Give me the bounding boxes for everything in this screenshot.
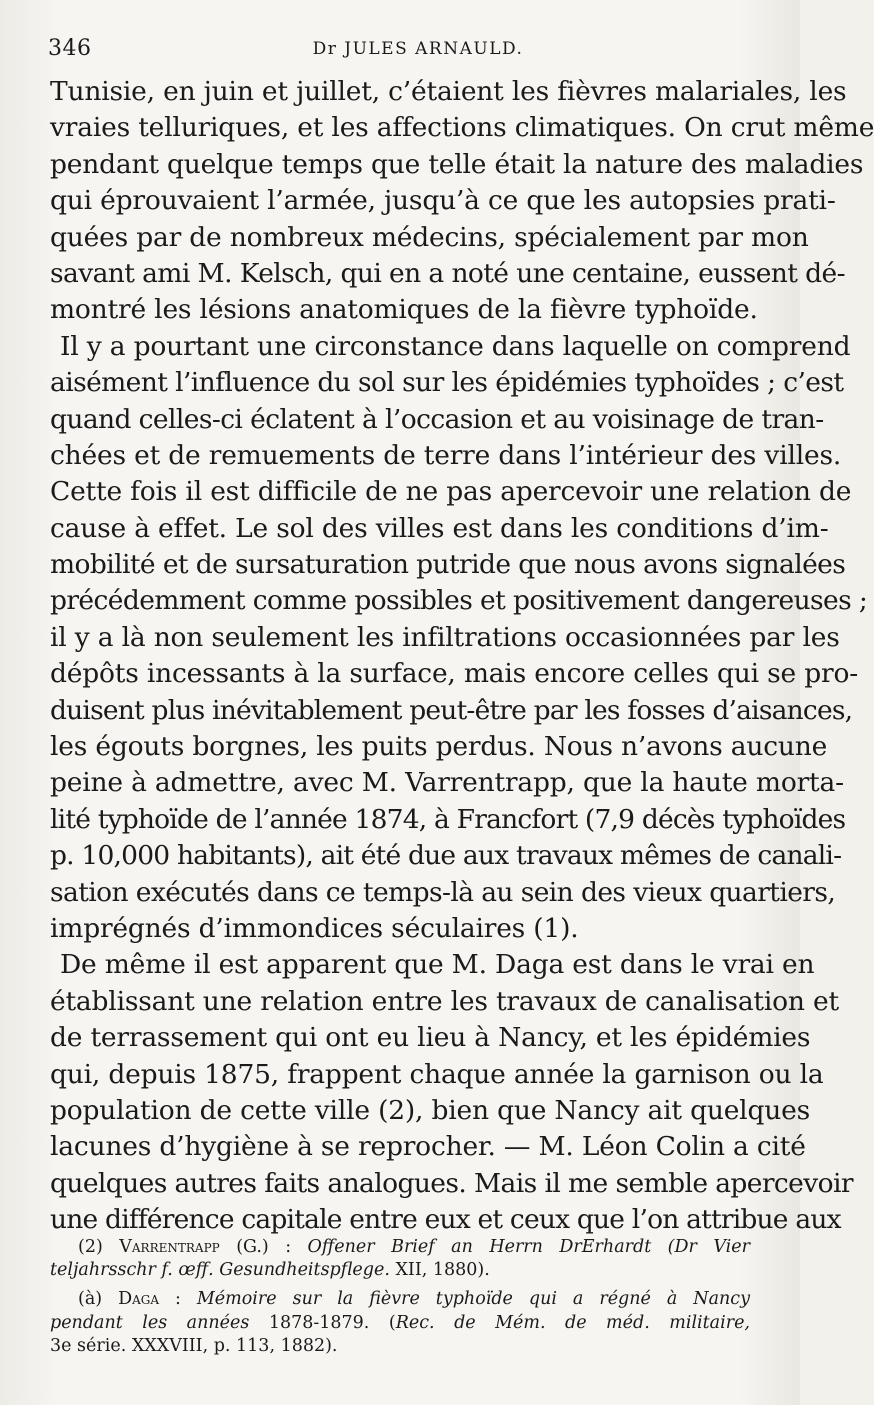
text-line: Cette fois il est difficile de ne pas apercevoir une relation de (50, 476, 852, 508)
running-title-text: JULES ARNAULD. (344, 39, 524, 59)
footnote-text: : (159, 1289, 197, 1310)
footnote-2-line-2 (50, 1312, 750, 1335)
text-line: pendant quelque temps que telle était la nature des maladies (50, 148, 864, 180)
text-line: Il y a pourtant une circonstance dans laquelle on comprend (60, 330, 851, 362)
page-number: 346 (48, 36, 92, 61)
footnote-text: 1878-1879. ( (249, 1312, 396, 1333)
footnote-title: teljahrsschr f. œff. Gesundheitspflege. (50, 1260, 390, 1281)
text-line: De même il est apparent que M. Daga est dans le vrai en (60, 949, 815, 981)
text-line: quées par de nombreux médecins, spécialement par mon (50, 221, 809, 253)
text-line: duisent plus inévitablement peut-être par les fosses d’aisances, (50, 694, 853, 726)
footnote-title: Rec. de Mém. de méd. militaire, (395, 1312, 750, 1333)
text-line: dépôts incessants à la surface, mais encore celles qui se pro- (50, 658, 858, 690)
footnote-marker: (2) (78, 1237, 103, 1257)
text-line: quelques autres faits analogues. Mais il me semble apercevoir (50, 1167, 853, 1199)
footnote-2-line-1 (50, 1288, 750, 1311)
text-line: les égouts borgnes, les puits perdus. Nous n’avons aucune (50, 731, 828, 763)
text-line: une différence capitale entre eux et ceux que l’on attribue aux (50, 1204, 841, 1236)
text-line: lité typhoïde de l’année 1874, à Francfort (7,9 décès typhoïdes (50, 803, 846, 835)
text-line: cause à effet. Le sol des villes est dans les conditions d’im- (50, 512, 829, 544)
text-line: Tunisie, en juin et juillet, c’étaient les fièvres malariales, les (50, 76, 847, 107)
footnote-author: Varrentrapp (119, 1237, 220, 1257)
text-line: établissant une relation entre les travaux de canalisation et (50, 985, 839, 1017)
running-title-prefix: Dr (312, 39, 338, 59)
footnote-author: Daga (118, 1289, 160, 1310)
text-line: de terrassement qui ont eu lieu à Nancy, et les épidémies (50, 1022, 811, 1054)
footnote-title: Offener Brief an Herrn DrErhardt (Dr Vier (307, 1237, 750, 1257)
text-line: montré les lésions anatomiques de la fièvre typhoïde. (50, 294, 758, 326)
running-title (48, 39, 748, 59)
footnote-title: pendant les années (50, 1312, 250, 1333)
text-line: quand celles-ci éclatent à l’occasion et au voisinage de tran- (50, 403, 824, 435)
text-line: qui, depuis 1875, frappent chaque année la garnison ou la (50, 1058, 824, 1090)
footnote-1-line-2 (50, 1259, 750, 1282)
text-line: lacunes d’hygiène à se reprocher. — M. Léon Colin a cité (50, 1131, 806, 1163)
text-line: chées et de remuements de terre dans l’intérieur des villes. (50, 439, 842, 471)
footnote-text: XII, 1880). (389, 1260, 490, 1281)
footnote-text: (G.) : (219, 1237, 308, 1257)
text-line: il y a là non seulement les infiltrations occasionnées par les (50, 621, 840, 653)
text-line: peine à admettre, avec M. Varrentrapp, que la haute morta- (50, 767, 844, 799)
text-line: sation exécutés dans ce temps-là au sein des vieux quartiers, (50, 876, 836, 908)
text-line: imprégnés d’immondices séculaires (1). (50, 912, 579, 944)
footnote-title: Mémoire sur la fièvre typhoïde qui a régné à Nancy (196, 1289, 750, 1310)
body-text (50, 74, 874, 1239)
text-line: p. 10,000 habitants), ait été due aux travaux mêmes de canali- (50, 840, 842, 872)
text-line: qui éprouvaient l’armée, jusqu’à ce que les autopsies prati- (50, 185, 836, 217)
footnote-1-line-1 (50, 1236, 750, 1259)
text-line: précédemment comme possibles et positivement dangereuses ; (50, 585, 868, 617)
footnote-marker: (à) (78, 1289, 103, 1310)
text-line: aisément l’influence du sol sur les épidémies typhoïdes ; c’est (50, 367, 844, 399)
text-line: vraies telluriques, et les affections climatiques. On crut même (50, 112, 874, 144)
text-line: mobilité et de sursaturation putride que nous avons signalées (50, 549, 846, 581)
footnotes (50, 1236, 750, 1358)
text-line: population de cette ville (2), bien que Nancy ait quelques (50, 1094, 810, 1126)
text-line: savant ami M. Kelsch, qui en a noté une centaine, eussent dé- (50, 257, 845, 289)
footnote-2-line-3: 3e série. XXXVIII, p. 113, 1882). (50, 1335, 338, 1356)
page-header (48, 36, 748, 68)
